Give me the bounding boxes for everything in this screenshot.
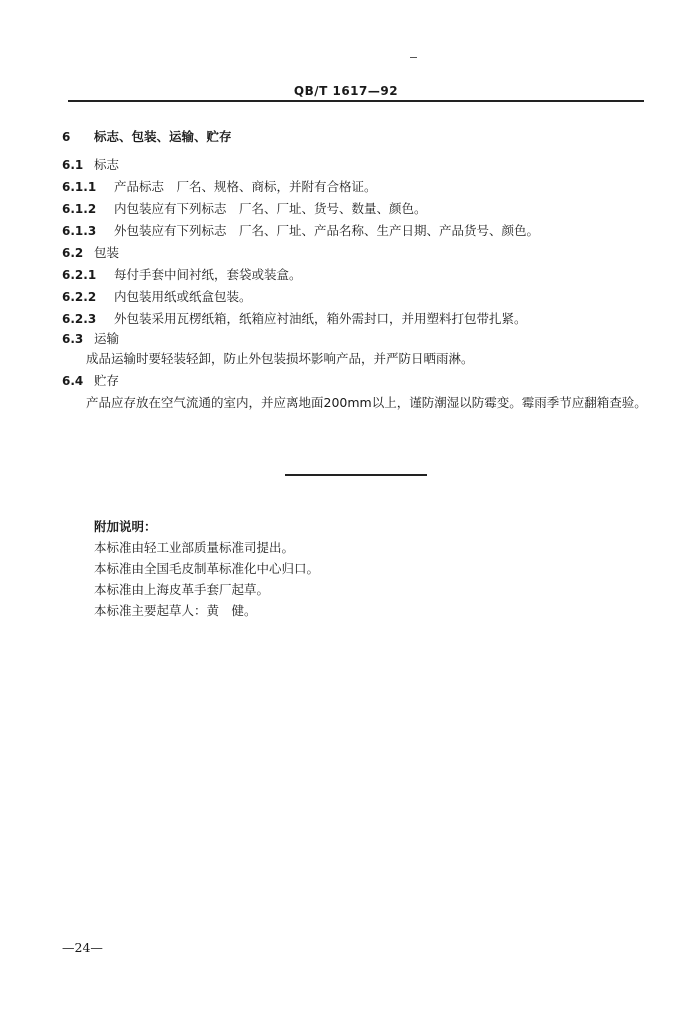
section-number: 6 [62,130,71,144]
standard-code-header: QB/T 1617—92 [293,84,399,98]
clause-text: 运输 [94,331,120,346]
clause-6-1 [62,156,119,174]
clause-6-1-1 [62,178,377,196]
clause-text: 内包装用纸或纸盒包装。 [114,289,252,304]
notes-line: 本标准由全国毛皮制革标准化中心归口。 [94,561,320,576]
section-title: 标志、包装、运输、贮存 [94,129,232,144]
storage-paragraph: 产品应存放在空气流通的室内，并应离地面200mm以上，谨防潮湿以防霉变。霉雨季节应翻箱查验。 [86,395,647,410]
clause-6-2-1 [62,266,302,284]
clause-6-1-3 [62,222,539,240]
page-number: —24— [62,940,103,955]
notes-title: 附加说明： [94,519,157,534]
notes-line: 本标准主要起草人：黄 健。 [94,603,257,618]
clause-text: 包装 [94,245,120,260]
header-rule [68,100,644,102]
clause-number: 6.1.2 [62,202,97,216]
clause-number: 6.2.2 [62,290,97,304]
additional-notes [94,516,319,621]
clause-text: 贮存 [94,373,120,388]
notes-line: 本标准由轻工业部质量标准司提出。 [94,540,295,555]
section-divider [285,474,427,476]
clause-6-2-3 [62,310,527,328]
clause-6-4 [62,372,119,390]
clause-text: 产品标志 厂名、规格、商标，并附有合格证。 [114,179,377,194]
clause-text: 成品运输时要轻装轻卸，防止外包装损坏影响产品，并严防日晒雨淋。 [86,351,474,366]
clause-text: 每付手套中间衬纸，套袋或装盒。 [114,267,302,282]
scan-speck [410,57,417,58]
clause-number: 6.2 [62,246,84,260]
clause-6-3 [62,330,119,348]
clause-number: 6.2.1 [62,268,97,282]
section-6-heading [62,128,232,146]
clause-number: 6.1 [62,158,84,172]
notes-line: 本标准由上海皮革手套厂起草。 [94,582,270,597]
clause-6-1-2 [62,200,427,218]
clause-number: 6.2.3 [62,312,97,326]
clause-text: 标志 [94,157,120,172]
transport-paragraph [86,350,474,368]
clause-text: 内包装应有下列标志 厂名、厂址、货号、数量、颜色。 [114,201,427,216]
clause-6-2-2 [62,288,252,306]
clause-text: 外包装应有下列标志 厂名、厂址、产品名称、生产日期、产品货号、颜色。 [114,223,540,238]
clause-number: 6.4 [62,374,84,388]
clause-6-2 [62,244,119,262]
clause-text: 外包装采用瓦楞纸箱，纸箱应衬油纸，箱外需封口，并用塑料打包带扎紧。 [114,311,527,326]
clause-number: 6.1.3 [62,224,97,238]
clause-number: 6.1.1 [62,180,97,194]
clause-number: 6.3 [62,332,84,346]
